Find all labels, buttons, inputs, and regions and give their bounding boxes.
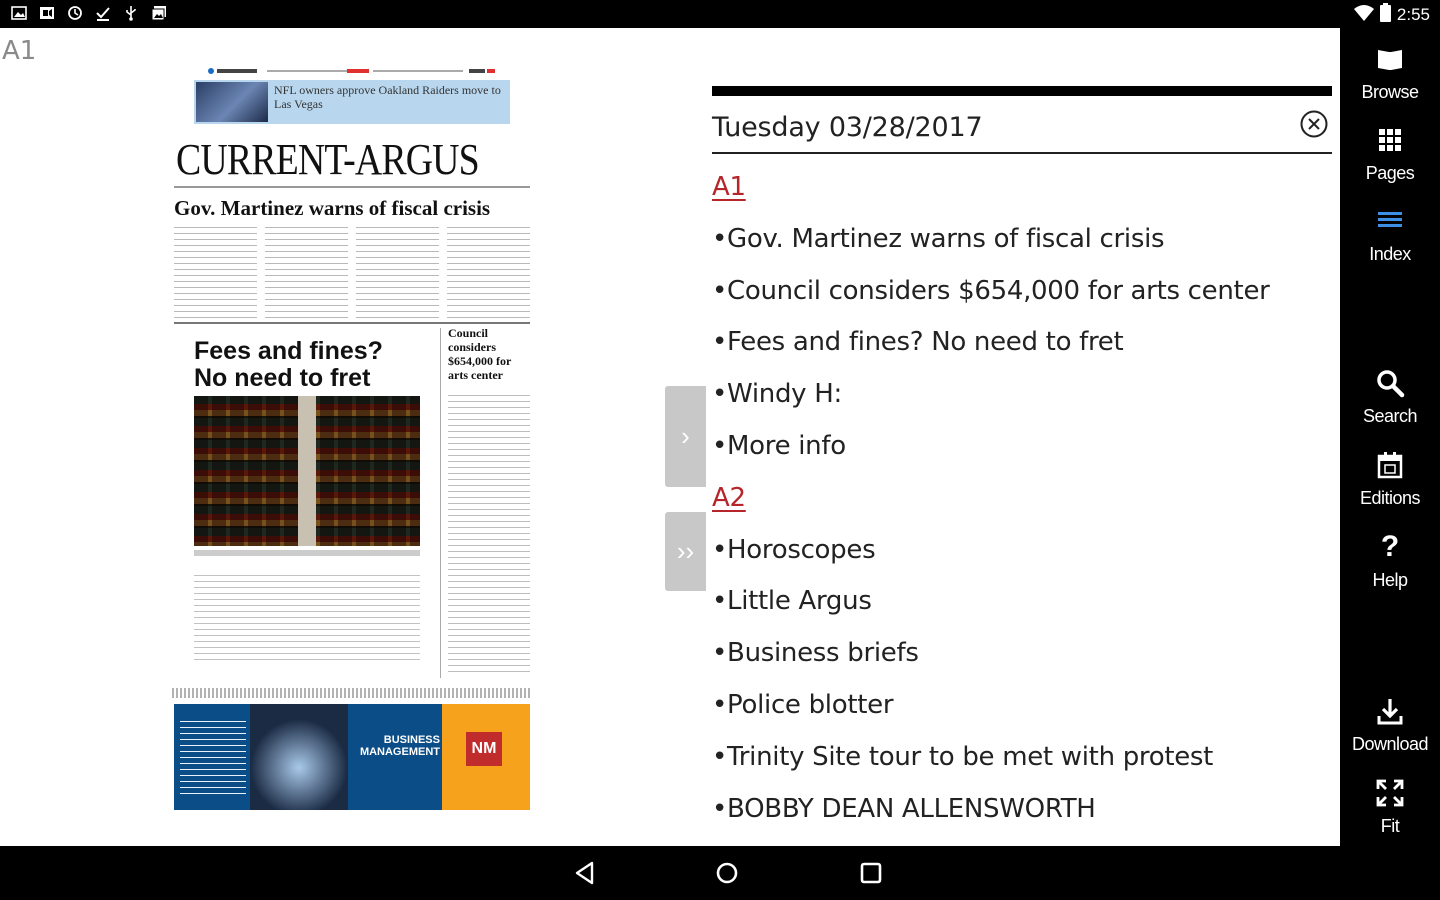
pages-label: Pages (1365, 163, 1415, 183)
lead-story-columns (174, 224, 530, 320)
status-right (1354, 3, 1430, 27)
edition-date: Tuesday 03/28/2017 (712, 112, 983, 143)
feature-headline (194, 338, 383, 392)
ad-logo: NM (466, 732, 502, 766)
newspaper-top-banner (194, 80, 510, 124)
index-article-link[interactable]: •More info (712, 430, 846, 461)
gallery-icon (150, 4, 168, 22)
newspaper-topline (207, 62, 497, 70)
ad-logo-block (442, 704, 530, 810)
feature-headline-line2: No need to fret (194, 364, 371, 392)
fit-button[interactable] (1340, 774, 1440, 848)
index-button[interactable] (1340, 202, 1440, 276)
pages-button[interactable] (1340, 121, 1440, 195)
footer-line (172, 688, 530, 698)
editions-label: Editions (1359, 488, 1421, 508)
search-label: Search (1362, 406, 1418, 426)
help-icon: ? (1380, 530, 1400, 563)
current-page-label: A1 (2, 36, 37, 66)
next-page-tab[interactable]: › (665, 386, 706, 487)
index-article-link[interactable]: •Business briefs (712, 638, 919, 669)
download-button[interactable] (1340, 692, 1440, 766)
sync-icon (66, 4, 84, 22)
help-button[interactable] (1340, 528, 1440, 602)
status-bar (0, 0, 1440, 28)
newspaper-lead-headline: Gov. Martinez warns of fiscal crisis (174, 196, 491, 220)
index-article-link[interactable]: •Fees and fines? No need to fret (712, 327, 1124, 358)
advertisement (174, 704, 530, 810)
index-article-link[interactable]: •Gov. Martinez warns of fiscal crisis (712, 223, 1165, 254)
ad-image (250, 704, 348, 810)
editions-button[interactable] (1340, 446, 1440, 520)
battery-icon (1380, 3, 1391, 27)
browse-label: Browse (1361, 82, 1419, 102)
fit-screen-icon (1375, 778, 1405, 808)
text-column (265, 224, 348, 320)
search-icon (1375, 368, 1405, 398)
side-story-text (448, 392, 530, 672)
index-list (712, 162, 1332, 887)
index-section-link[interactable]: A2 (712, 482, 746, 513)
feature-text-columns (194, 572, 420, 664)
notification-icons (10, 4, 168, 22)
index-article-link[interactable]: •BOBBY DEAN ALLENSWORTH (712, 793, 1096, 824)
close-index-button[interactable] (1300, 110, 1328, 138)
text-column (356, 224, 439, 320)
index-article-link[interactable]: •Horoscopes (712, 534, 876, 565)
wifi-icon (1354, 4, 1374, 27)
list-icon (1375, 206, 1405, 236)
text-column (447, 224, 530, 320)
index-top-bar (712, 86, 1332, 96)
usb-icon (122, 4, 140, 22)
clock: 2:55 (1396, 5, 1430, 24)
newspaper-masthead: CURRENT-ARGUS (176, 135, 479, 184)
download-label: Download (1351, 734, 1429, 754)
column-rule (440, 328, 441, 678)
help-label: Help (1372, 570, 1408, 590)
index-article-link[interactable]: •Windy H: (712, 379, 842, 410)
photo-caption (194, 550, 420, 556)
back-icon[interactable] (572, 860, 598, 886)
library-photo (194, 396, 420, 546)
index-article-link[interactable]: •Police blotter (712, 689, 894, 720)
index-divider (712, 152, 1332, 154)
masthead-rule (174, 186, 530, 188)
index-article-link[interactable]: •Trinity Site tour to be met with protest (712, 741, 1214, 772)
close-icon (1300, 110, 1328, 138)
video-icon (38, 4, 56, 22)
ad-text-lines (180, 716, 246, 796)
home-icon[interactable] (714, 860, 740, 886)
nav-rail (1340, 28, 1440, 846)
system-nav-bar (0, 846, 1440, 900)
side-story-headline: Council considers $654,000 for arts center (448, 326, 512, 382)
index-label: Index (1369, 244, 1411, 264)
search-button[interactable] (1340, 364, 1440, 438)
grid-icon (1375, 125, 1405, 155)
fit-label: Fit (1380, 816, 1400, 836)
image-icon (10, 4, 28, 22)
calendar-icon (1375, 450, 1405, 480)
banner-photo (196, 82, 268, 122)
index-section-link[interactable]: A1 (712, 172, 746, 202)
feature-headline-line1: Fees and fines? (194, 337, 383, 365)
text-column (174, 224, 257, 320)
download-icon (1375, 696, 1405, 726)
book-icon (1375, 44, 1405, 74)
section-rule (174, 322, 530, 324)
banner-text: NFL owners approve Oakland Raiders move to Las Vegas (274, 83, 501, 111)
newspaper-page[interactable] (172, 58, 532, 814)
download-done-icon (94, 4, 112, 22)
index-article-link[interactable]: •Little Argus (712, 586, 872, 617)
recents-icon[interactable] (858, 860, 884, 886)
index-article-link[interactable]: •Council considers $654,000 for arts center (712, 275, 1270, 306)
browse-button[interactable] (1340, 40, 1440, 114)
last-page-tab[interactable]: ›› (665, 512, 706, 591)
ad-title: BUSINESS MANAGEMENT (359, 734, 440, 758)
index-panel (712, 86, 1332, 846)
